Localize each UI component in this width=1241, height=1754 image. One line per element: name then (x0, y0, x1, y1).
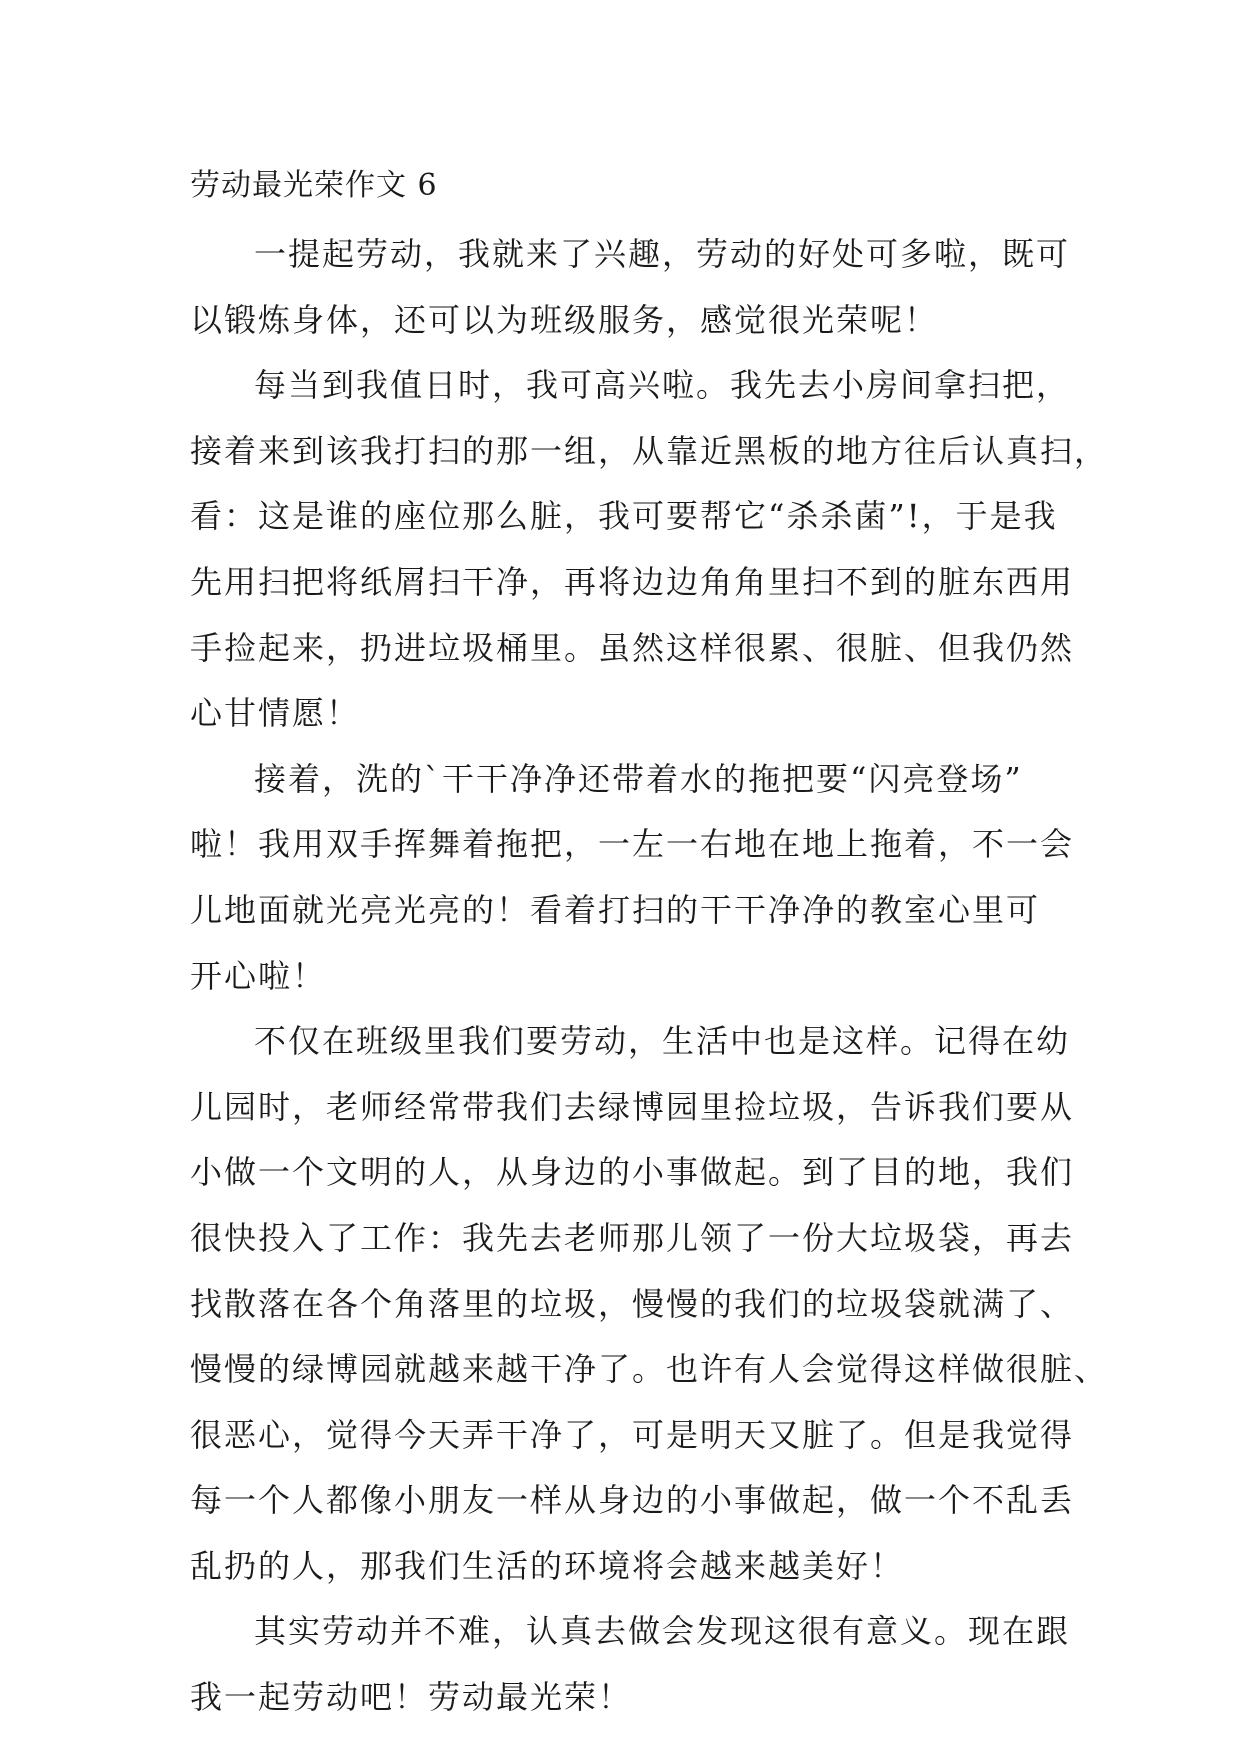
text-line: 看：这是谁的座位那么脏，我可要帮它“杀杀菌”!，于是我 (190, 497, 1058, 536)
text-line: 一提起劳动，我就来了兴趣，劳动的好处可多啦，既可 (254, 235, 1071, 273)
text-line: 心甘情愿！ (190, 694, 361, 733)
paragraph-2 (190, 353, 1109, 747)
essay-title: 劳动最光荣作文 6 (190, 168, 438, 203)
text-line: 其实劳动并不难，认真去做会发现这很有意义。现在跟 (254, 1612, 1071, 1651)
text-line: 慢慢的绿博园就越来越干净了。也许有人会觉得这样做很脏、 (190, 1350, 1109, 1389)
text-line: 每当到我值日时，我可高兴啦。我先去小房间拿扫把， (254, 366, 1071, 405)
text-line: 接着来到该我打扫的那一组，从靠近黑板的地方往后认真扫， (190, 431, 1109, 470)
text-line: 乱扔的人，那我们生活的环境将会越来越美好！ (190, 1546, 905, 1585)
text-line: 接着，洗的`干干净净还带着水的拖把要“闪亮登场” (254, 759, 1023, 798)
text-line: 找散落在各个角落里的垃圾，慢慢的我们的垃圾袋就满了、 (190, 1284, 1075, 1323)
text-line: 很恶心，觉得今天弄干净了，可是明天又脏了。但是我觉得 (190, 1415, 1075, 1454)
text-line: 先用扫把将纸屑扫干净，再将边边角角里扫不到的脏东西用 (190, 562, 1075, 601)
text-line: 小做一个文明的人，从身边的小事做起。到了目的地，我们 (190, 1153, 1075, 1192)
text-line: 不仅在班级里我们要劳动，生活中也是这样。记得在幼 (254, 1022, 1071, 1061)
text-line: 儿地面就光亮光亮的！看着打扫的干干净净的教室心里可 (190, 890, 1041, 929)
text-line: 儿园时，老师经常带我们去绿博园里捡垃圾，告诉我们要从 (190, 1087, 1075, 1126)
paragraph-3 (190, 747, 1075, 1009)
text-line: 我一起劳动吧！劳动最光荣！ (190, 1678, 633, 1717)
text-line: 啦！我用双手挥舞着拖把，一左一右地在地上拖着，不一会 (190, 825, 1075, 864)
text-line: 很快投入了工作：我先去老师那儿领了一份大垃圾袋，再去 (190, 1218, 1075, 1257)
text-line: 手捡起来，扔进垃圾桶里。虽然这样很累、很脏、但我仍然 (190, 628, 1075, 667)
paragraph-5 (190, 1599, 1070, 1730)
text-line: 每一个人都像小朋友一样从身边的小事做起，做一个不乱丢 (190, 1481, 1075, 1520)
text-line: 以锻炼身体，还可以为班级服务，感觉很光荣呢！ (190, 300, 939, 339)
text-line: 开心啦！ (190, 956, 327, 995)
paragraph-1 (190, 222, 1070, 353)
essay-body (190, 222, 1109, 1731)
paragraph-4 (190, 1009, 1109, 1599)
